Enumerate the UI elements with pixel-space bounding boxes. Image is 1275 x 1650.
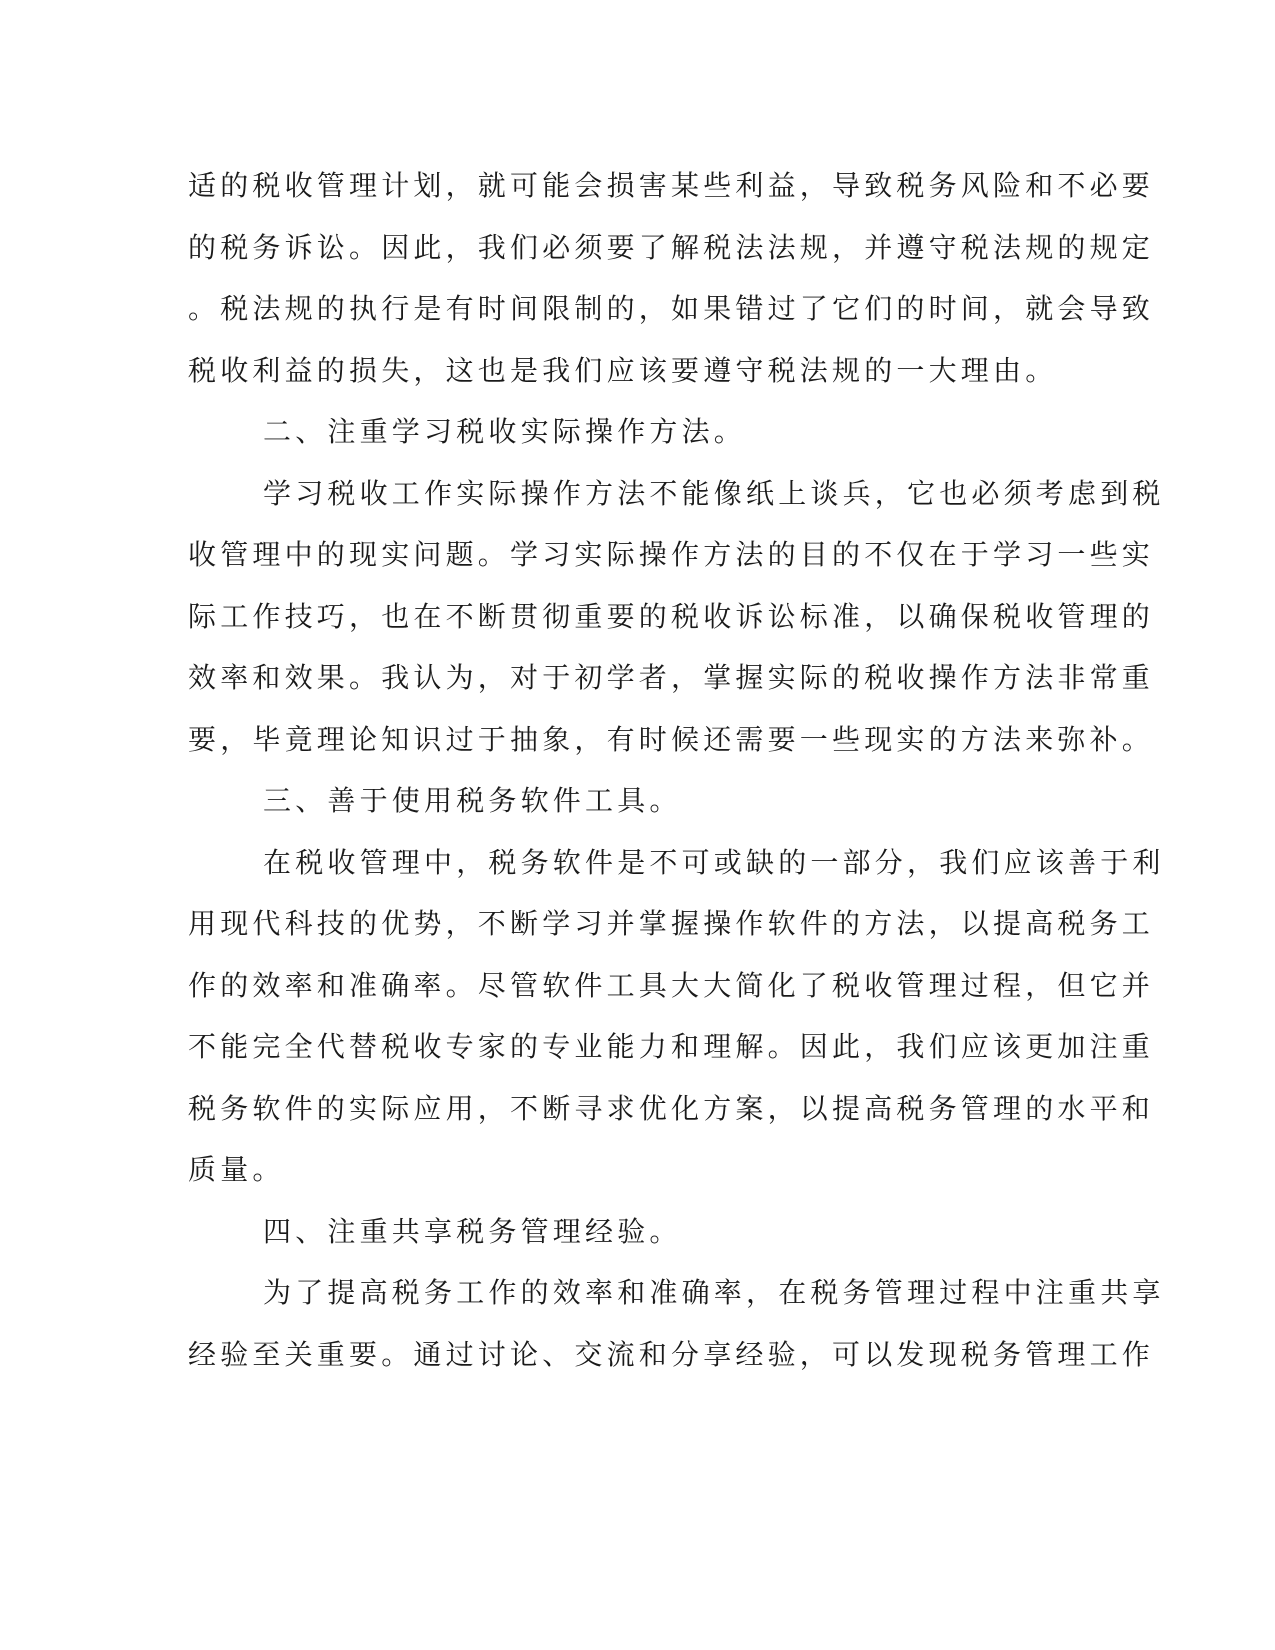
text-line: 收管理中的现实问题。学习实际操作方法的目的不仅在于学习一些实 bbox=[188, 538, 1155, 571]
section-heading: 四、注重共享税务管理经验。 bbox=[263, 1214, 682, 1248]
text-line: 在税收管理中，税务软件是不可或缺的一部分，我们应该善于利 bbox=[263, 845, 1165, 879]
text-line: 的税务诉讼。因此，我们必须要了解税法法规，并遵守税法规的规定 bbox=[188, 230, 1155, 264]
text-line: 质量。 bbox=[188, 1153, 285, 1186]
text-line: 际工作技巧，也在不断贯彻重要的税收诉讼标准，以确保税收管理的 bbox=[188, 599, 1155, 633]
text-line: 经验至关重要。通过讨论、交流和分享经验，可以发现税务管理工作 bbox=[188, 1337, 1155, 1371]
text-line: 税务软件的实际应用，不断寻求优化方案，以提高税务管理的水平和 bbox=[188, 1091, 1155, 1125]
text-line: 适的税收管理计划，就可能会损害某些利益，导致税务风险和不必要 bbox=[188, 169, 1155, 202]
text-line: 要，毕竟理论知识过于抽象，有时候还需要一些现实的方法来弥补。 bbox=[188, 722, 1155, 756]
text-line: 税收利益的损失，这也是我们应该要遵守税法规的一大理由。 bbox=[188, 353, 1058, 387]
text-line: 。税法规的执行是有时间限制的，如果错过了它们的时间，就会导致 bbox=[188, 292, 1155, 325]
document-body bbox=[188, 155, 1165, 1385]
text-line: 不能完全代替税收专家的专业能力和理解。因此，我们应该更加注重 bbox=[188, 1030, 1155, 1063]
section-heading: 二、注重学习税收实际操作方法。 bbox=[263, 415, 747, 448]
text-line: 学习税收工作实际操作方法不能像纸上谈兵，它也必须考虑到税 bbox=[263, 476, 1165, 510]
text-line: 作的效率和准确率。尽管软件工具大大简化了税收管理过程，但它并 bbox=[188, 968, 1155, 1002]
text-line: 为了提高税务工作的效率和准确率，在税务管理过程中注重共享 bbox=[263, 1276, 1165, 1309]
text-line: 效率和效果。我认为，对于初学者，掌握实际的税收操作方法非常重 bbox=[188, 661, 1155, 694]
text-line: 用现代科技的优势，不断学习并掌握操作软件的方法，以提高税务工 bbox=[188, 907, 1155, 940]
section-heading: 三、善于使用税务软件工具。 bbox=[263, 784, 682, 817]
